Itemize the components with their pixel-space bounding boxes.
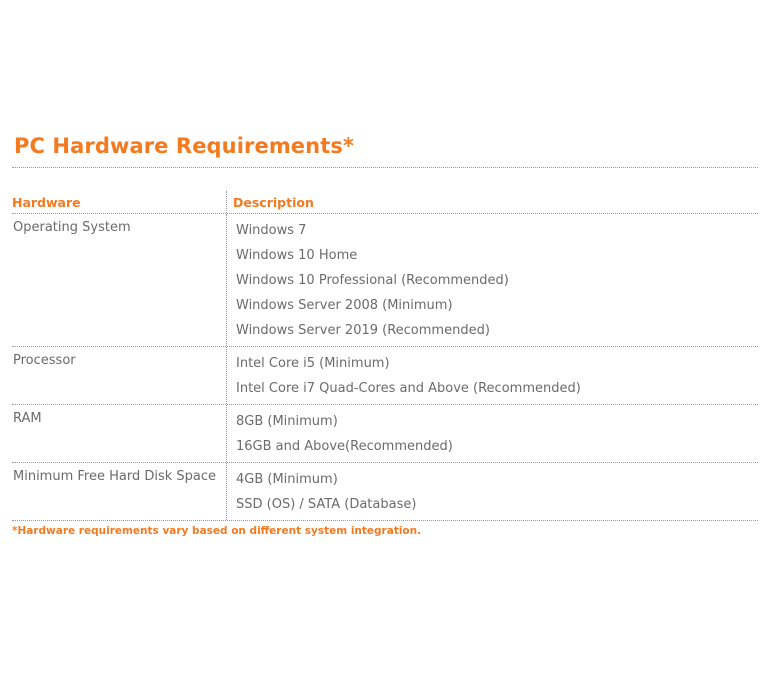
table-row xyxy=(12,347,758,405)
page-title: PC Hardware Requirements* xyxy=(14,134,355,158)
description-cell xyxy=(227,463,758,520)
header-hardware: Hardware xyxy=(12,195,81,210)
description-item: Intel Core i5 (Minimum) xyxy=(236,356,390,371)
description-cell xyxy=(227,214,758,346)
description-cell xyxy=(227,347,758,404)
description-item: Windows Server 2008 (Minimum) xyxy=(236,298,453,313)
hardware-cell xyxy=(12,405,227,462)
hardware-label: Operating System xyxy=(13,220,131,235)
title-divider xyxy=(12,167,758,168)
description-item: Windows Server 2019 (Recommended) xyxy=(236,323,490,338)
description-item: SSD (OS) / SATA (Database) xyxy=(236,497,417,512)
hardware-cell xyxy=(12,463,227,520)
hardware-label: Processor xyxy=(13,353,76,368)
description-item: Windows 10 Professional (Recommended) xyxy=(236,273,509,288)
description-item: 8GB (Minimum) xyxy=(236,414,338,429)
description-item: Intel Core i7 Quad-Cores and Above (Recommended) xyxy=(236,381,581,396)
description-item: Windows 10 Home xyxy=(236,248,358,263)
hardware-cell xyxy=(12,214,227,346)
table-row xyxy=(12,214,758,347)
table-row xyxy=(12,463,758,521)
description-cell xyxy=(227,405,758,462)
table-header-row xyxy=(12,191,758,214)
hardware-label: RAM xyxy=(13,411,42,426)
footnote: *Hardware requirements vary based on different system integration. xyxy=(12,525,422,537)
description-item: 16GB and Above(Recommended) xyxy=(236,439,453,454)
hardware-cell xyxy=(12,347,227,404)
header-description: Description xyxy=(233,195,314,210)
hardware-label: Minimum Free Hard Disk Space xyxy=(13,469,217,484)
requirements-table xyxy=(12,191,758,521)
table-row xyxy=(12,405,758,463)
header-hardware-cell xyxy=(12,191,227,213)
header-description-cell xyxy=(227,191,758,213)
description-item: 4GB (Minimum) xyxy=(236,472,338,487)
description-item: Windows 7 xyxy=(236,223,307,238)
